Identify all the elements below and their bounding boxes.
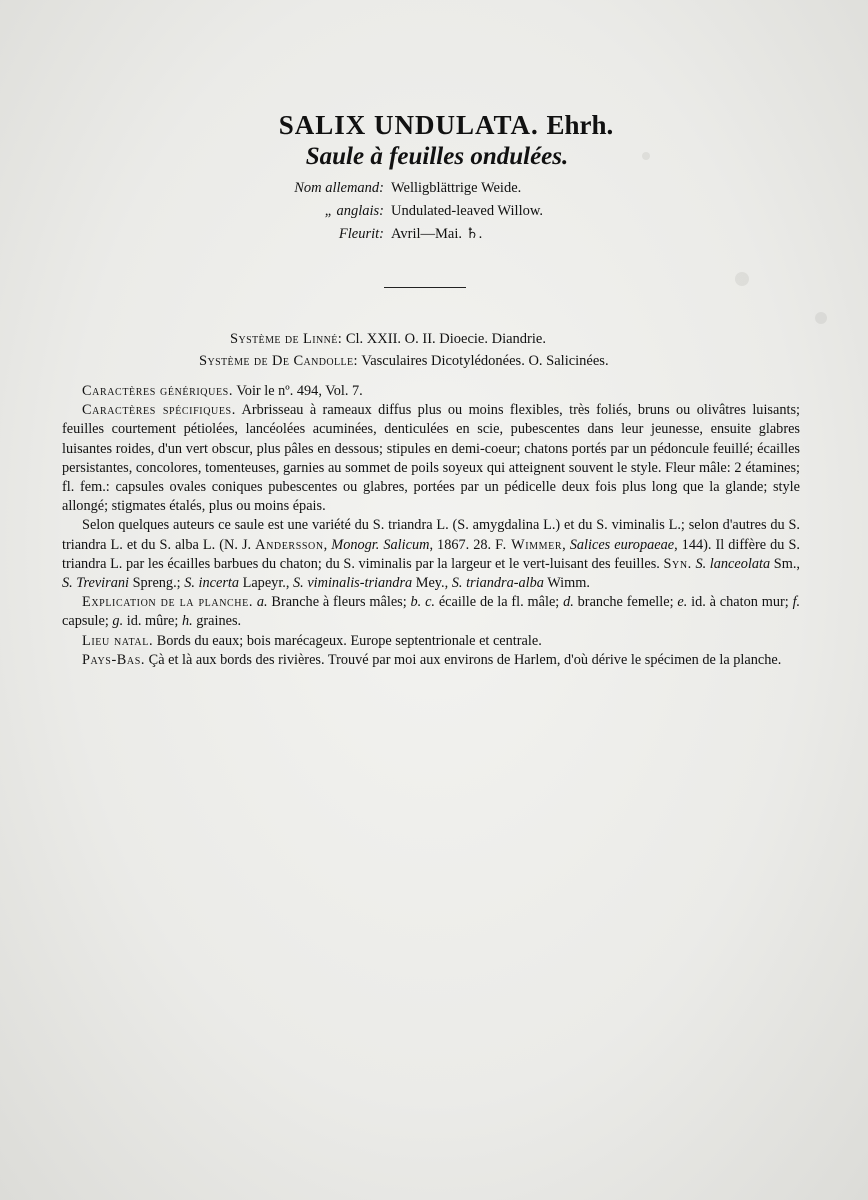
synonym-author: Mey., <box>415 575 449 592</box>
synonym: S. Trevirani <box>62 575 129 592</box>
species-title <box>0 108 868 142</box>
native-habitat <box>62 632 800 651</box>
paper-speck <box>815 312 827 324</box>
linne-value: Cl. XXII. O. II. Dioecie. Diandrie. <box>345 331 546 347</box>
figure-letter: d. <box>563 594 574 611</box>
specific-label: Caractères spécifiques. <box>82 402 236 419</box>
remark-text: , 1867. 28. <box>429 536 492 553</box>
classification-systems <box>0 328 868 372</box>
netherlands-text: Çà et là aux bords des rivières. Trouvé par moi aux environs de Harlem, d'où dérive le spécimen de la planche. <box>148 651 782 668</box>
netherlands-distribution <box>62 651 800 670</box>
habitat-label: Lieu natal. <box>82 632 154 649</box>
name-row-flowering <box>0 223 868 246</box>
figure-letter: e. <box>677 594 688 611</box>
remark-text: , 144). Il diffère du S. triandra L. par les écailles barbues du chaton; du S. viminalis par la largeur et le vert-luisant des feuilles. <box>62 536 800 572</box>
name-label: Nom allemand: <box>294 180 384 196</box>
name-value: Undulated-leaved Willow. <box>391 203 544 219</box>
generic-characters <box>62 382 800 401</box>
netherlands-label: Pays-Bas. <box>82 651 146 668</box>
figure-letter: g. <box>112 613 124 630</box>
name-value: Avril—Mai. ♄. <box>391 226 483 242</box>
figure-text: id. mûre; <box>126 613 179 630</box>
figure-letter: f. <box>792 594 801 611</box>
figure-text: Branche à fleurs mâles; <box>271 594 407 611</box>
species-common-name: Saule à feuilles ondulées. <box>305 143 569 170</box>
synonym-author: Spreng.; <box>132 575 181 592</box>
author-name: Andersson <box>255 536 324 553</box>
synonym: S. viminalis-triandra <box>293 575 413 592</box>
specific-characters <box>62 401 800 516</box>
vernacular-names <box>0 177 868 246</box>
figure-letter: h. <box>181 613 193 630</box>
explanation-label: Explication de la planche. <box>82 594 254 611</box>
figure-text: id. à chaton mur; <box>691 594 789 611</box>
plate-explanation <box>62 593 800 631</box>
author-name: F. Wimmer <box>495 536 563 553</box>
candolle-label: Système de De Candolle: <box>199 353 358 369</box>
specific-text: Arbrisseau à rameaux diffus plus ou moins flexibles, très foliés, bruns ou olivâtres luisants; feuilles courtement pétiolées, lancéolées acuminées, denticulées en scie, pubescentes dans leur jeunesse, ensuite glabres luisantes roides, d'un vert obscur, plus pâles en dessous; stipules en demi-coeur; chatons portés par un pédoncule feuillé; écailles persistantes, concolores, tomenteuses, garnies au sommet de poils soyeux qui atteignent souvent le style. Fleur mâle: 2 étamines; fl. fem.: capsules ovales coniques pubescentes ou glabres, portées par un pédicelle deux fois plus long que la glande; style allongé; stigmates étalés, plus ou moins épais. <box>62 402 800 515</box>
synonym: S. incerta <box>184 575 240 592</box>
generic-label: Caractères génériques. <box>82 383 233 399</box>
name-label: „ anglais: <box>324 203 384 219</box>
synonym: S. triandra-alba <box>451 575 544 592</box>
work-title: Monogr. Salicum <box>331 536 430 553</box>
linne-system <box>0 328 868 350</box>
remark-text: Selon quelques auteurs ce saule est une variété du S. triandra L. (S. amygdalina L.) et du S. viminalis L.; selon d'autres du S. triandra L. et du S. alba L. (N. J. <box>62 517 800 553</box>
synonym: S. lanceolata <box>695 555 771 572</box>
figure-text: capsule; <box>62 613 109 630</box>
name-label: Fleurit: <box>338 226 384 242</box>
candolle-value: Vasculaires Dicotylédonées. O. Salicinées. <box>361 353 609 369</box>
section-divider <box>384 287 466 288</box>
figure-text: graines. <box>196 613 242 630</box>
name-value: Welligblättrige Weide. <box>391 180 522 196</box>
work-title: Salices europaeae <box>569 536 675 553</box>
name-row-english <box>0 200 868 223</box>
synonym-author: Sm., <box>773 555 800 572</box>
figure-letter: a. <box>256 594 268 611</box>
remarks-paragraph: Selon quelques auteurs ce saule est une variété du S. triandra L. (S. amygdalina L.) et du S. viminalis L.; selon d'autres du S. triandra L. et du S. alba L. (N. J. Andersson, Monogr. Salicum, 1867. 28. F. Wimmer, Salices europaeae, 144). Il diffère du S. triandra L. par les écailles barbues du chaton; du S. viminalis par la largeur et le vert-luisant des feuilles. Syn. S. lanceolata Sm., S. Trevirani Spreng.; S. incerta Lapeyr., S. viminalis-triandra Mey., S. triandra-alba Wimm. <box>62 517 800 592</box>
habitat-text: Bords du eaux; bois marécageux. Europe septentrionale et centrale. <box>156 632 542 649</box>
candolle-system <box>0 350 868 372</box>
description-body <box>62 382 800 670</box>
paper-speck <box>735 272 749 286</box>
synonyms-label: Syn. <box>663 555 692 572</box>
figure-letter: b. c. <box>410 594 435 611</box>
generic-text: Voir le nº. 494, Vol. 7. <box>236 383 363 399</box>
linne-label: Système de Linné: <box>230 331 343 347</box>
page-header <box>0 108 868 172</box>
figure-text: branche femelle; <box>577 594 674 611</box>
synonym-author: Wimm. <box>547 575 590 592</box>
species-name: SALIX UNDULATA. <box>278 110 539 140</box>
figure-text: écaille de la fl. mâle; <box>438 594 560 611</box>
name-row-german <box>0 177 868 200</box>
synonym-author: Lapeyr., <box>242 575 290 592</box>
species-author: Ehrh. <box>546 110 614 140</box>
